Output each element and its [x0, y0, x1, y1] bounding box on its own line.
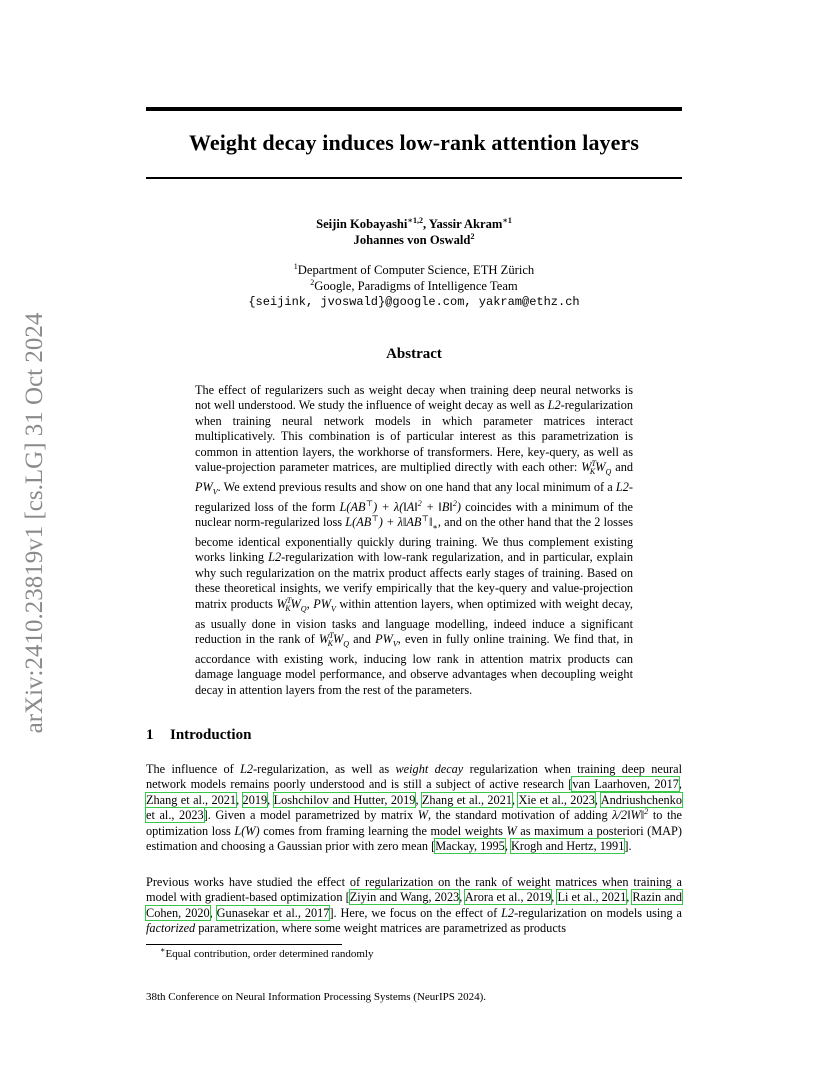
citation-link[interactable]: van Laarhoven, 2017: [572, 777, 679, 792]
affiliation-sup: 2: [310, 277, 315, 287]
math-wkwq: $W^T_KW_Q$: [581, 458, 612, 477]
abstract-text: coincides with a minimum of the nuclear norm-regularized loss: [195, 499, 633, 530]
intro-paragraph-2: Previous works have studied the effect of regularization on the rank of weight matrices when training a model with gradient-based optimization [Ziyin and Wang, 2023, Arora et al., 2019, Li et al., 2021, Razin and Cohen, 2020, Gunasekar et al., 2017]. Here, we focus on the effect of L2-regularization on models using a factorized parametrization, where some weight matrices are parametrized as products: [146, 875, 682, 936]
paper-title: Weight decay induces low-rank attention layers: [188, 130, 640, 155]
author-emails: {seijink, jvoswald}@google.com, yakram@ethz.ch: [248, 295, 580, 309]
author-name: Yassir Akram: [428, 217, 503, 231]
math-nuclear-form: $L(AB^⊤) + \lambda‖AB^⊤‖_∗$: [345, 514, 438, 532]
abstract-text: and: [348, 631, 376, 646]
footnote-text: Equal contribution, order determined randomly: [165, 948, 374, 960]
abstract-text: -regularization when training neural network models in which parameter matrices interact multiplicatively. This combination is of particular interest as this parametrization is common in attention layers, the workhorse of transformers. Here, key-query, as well as value-projection parameter matrices, are multiplied directly with each other:: [195, 398, 633, 475]
math-loss: L(W): [234, 823, 260, 838]
math-l2: L2: [268, 550, 282, 565]
abstract-text: and: [611, 460, 633, 475]
emphasis: weight decay: [395, 762, 464, 776]
abstract-text: , even in fully online training. We find that, in accordance with existing work, inducing low rank in attention matrix products can damage language model performance, and observe advantages when decoupling weight decay in attention layers from the rest of the parameters.: [195, 631, 634, 697]
author-sup: ∗1,2: [407, 215, 423, 225]
abstract-text: , and on the other hand that the 2 losses become identical exponentially quickly during training. We thus complement existing works linking: [195, 515, 633, 565]
citation-link[interactable]: Zhang et al., 2021: [421, 792, 512, 807]
section-number: 1: [146, 727, 154, 743]
citation-link[interactable]: Ziyin and Wang, 2023: [349, 890, 460, 905]
abstract-text: -regularized loss of the form: [195, 479, 633, 514]
author-sup: 2: [470, 231, 475, 241]
math-pwv: $PW_V$: [375, 631, 398, 649]
arxiv-stamp: arXiv:2410.23819v1 [cs.LG] 31 Oct 2024: [21, 312, 48, 734]
emphasis: factorized: [146, 921, 196, 936]
footnote: [160, 945, 374, 960]
math-l2: L2: [240, 762, 254, 776]
footnote-mark: ∗: [160, 945, 166, 955]
abstract-text: ,: [306, 596, 314, 611]
abstract-text: . We extend previous results and show on one hand that any local minimum of a: [217, 479, 616, 494]
author-block: Seijin Kobayashi$^{∗1,2}$, Yassir Akram$^{∗1}$ Johannes von Oswald$^2$: [316, 215, 512, 247]
citation-link[interactable]: Mackay, 1995: [435, 839, 505, 854]
abstract-text: within attention layers, when optimized with weight decay, as usually done in vision tasks and language modelling, indeed induce a significant reduction in the rank of: [195, 596, 633, 646]
math-l2: L2: [615, 479, 629, 494]
citation-link[interactable]: Gunasekar et al., 2017: [216, 905, 330, 920]
citation-link[interactable]: Andriushchenko et al., 2023: [146, 792, 682, 823]
author-name: Seijin Kobayashi: [316, 217, 408, 231]
citation-link[interactable]: Zhang et al., 2021: [146, 792, 237, 807]
intro-paragraph-1: The influence of L2-regularization, as well as weight decay regularization when training deep neural network models remains poorly understood and is still a subject of active research [van Laarhoven, 2017, Zhang et al., 2021, 2019, Loshchilov and Hutter, 2019, Zhang et al., 2021, Xie et al., 2023, Andriushchenko et al., 2023]. Given a model parametrized by matrix W, the standard motivation of adding λ/2‖W‖$^2$ to the optimization loss L(W) comes from framing learning the model weights W as maximum a posteriori (MAP) estimation and choosing a Gaussian prior with zero mean [Mackay, 1995, Krogh and Hertz, 1991].: [146, 762, 682, 854]
citation-link[interactable]: 2019: [242, 792, 268, 807]
math-weight-penalty: λ/2‖W‖$^2$: [612, 807, 649, 823]
citation-link[interactable]: Krogh and Hertz, 1991: [510, 839, 625, 854]
affiliation-1: Department of Computer Science, ETH Zürich: [297, 263, 535, 277]
math-wkwq: $W^T_KW_Q$: [276, 595, 307, 614]
math-w: W: [506, 823, 517, 838]
math-l2: L2: [501, 905, 515, 920]
citation-link[interactable]: Li et al., 2021: [557, 890, 627, 905]
math-pwv: $PW_V$: [195, 479, 218, 497]
affiliation-block: [146, 262, 682, 310]
section-heading: [146, 727, 251, 744]
footnote-rule: [146, 944, 342, 945]
citation-link[interactable]: Arora et al., 2019: [464, 890, 552, 905]
abstract-text: -regularization with low-rank regularization, and in particular, explain why such regularization on the matrix product affects early stages of training. Based on these theoretical insights, we verify empirically that the key-query and value-projection matrix products: [195, 550, 633, 611]
math-wkwq: $W^T_KW_Q$: [318, 630, 349, 649]
citation-link[interactable]: Loshchilov and Hutter, 2019: [273, 792, 416, 807]
title-top-rule: [146, 107, 682, 111]
math-w: W: [417, 808, 428, 823]
abstract-body: [195, 383, 633, 698]
affiliation-sup: 1: [293, 261, 298, 271]
math-loss-form: L(AB⊤) + λ(‖A‖$^2$ + ‖B‖$^2$): [339, 498, 461, 514]
section-title: Introduction: [170, 727, 252, 743]
citation-link[interactable]: Xie et al., 2023: [518, 792, 595, 807]
math-l2: L2: [547, 398, 561, 413]
conference-note: 38th Conference on Neural Information Processing Systems (NeurIPS 2024).: [146, 991, 487, 1003]
abstract-heading: Abstract: [386, 346, 442, 362]
citation-link[interactable]: Razin and Cohen, 2020: [146, 890, 682, 920]
author-name: Johannes von Oswald: [353, 233, 471, 247]
title-bottom-rule: [146, 177, 682, 179]
math-pwv: $PW_V$: [313, 596, 336, 614]
abstract-text: The effect of regularizers such as weight decay when training deep neural networks is not well understood. We study the influence of weight decay as well as: [195, 383, 633, 413]
author-sup: ∗1: [502, 215, 512, 225]
affiliation-2: Google, Paradigms of Intelligence Team: [314, 279, 518, 293]
